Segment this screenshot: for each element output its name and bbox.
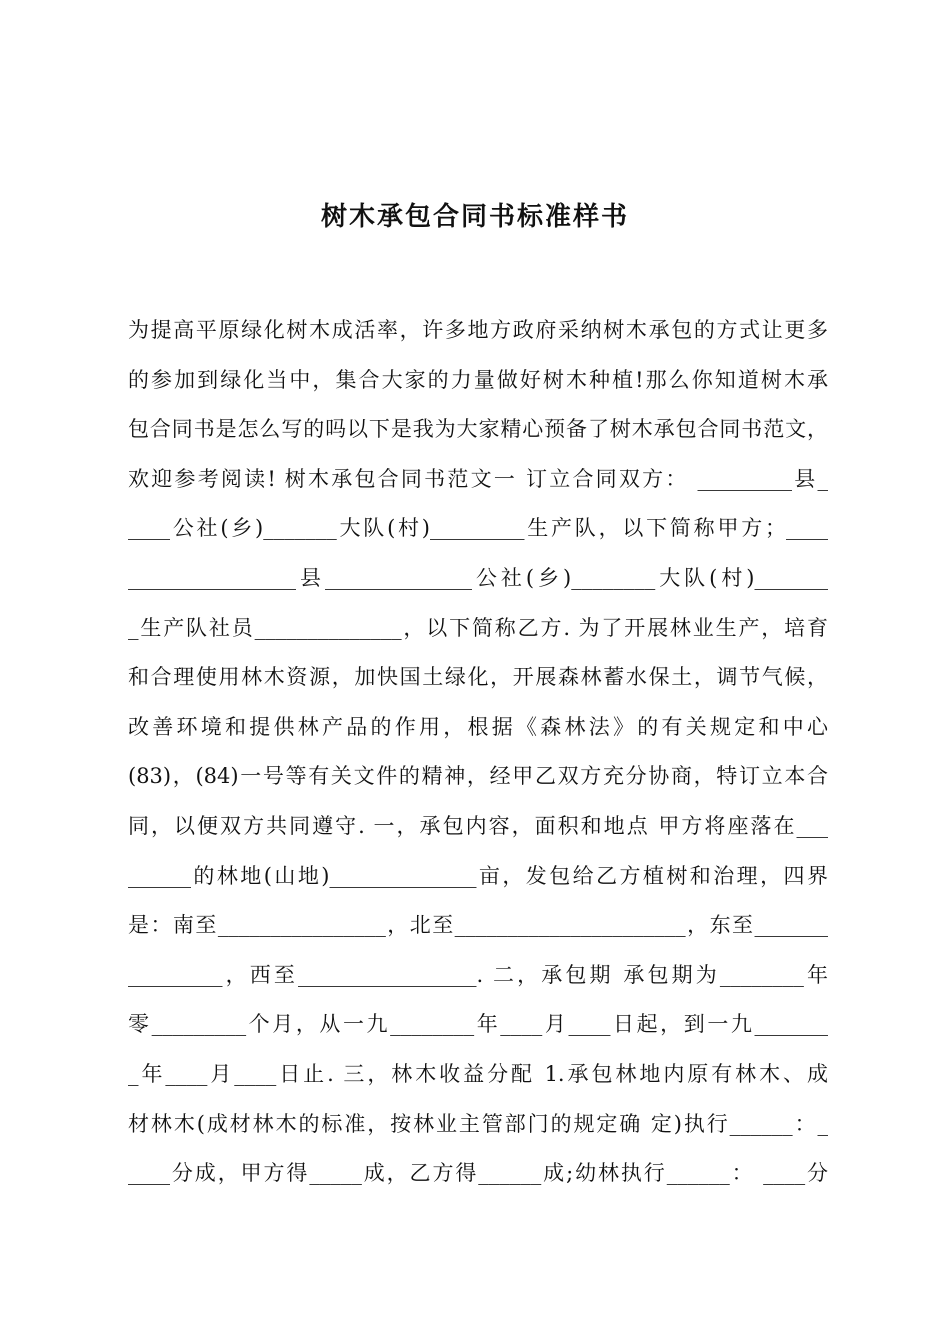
body-line: ____分成，甲方得_____成，乙方得______成;幼林执行______： ____分 bbox=[128, 1161, 828, 1186]
body-line: _________，西至_________________. 二，承包期 承包期为________年 bbox=[128, 962, 828, 987]
body-line: 同，以便双方共同遵守. 一，承包内容，面积和地点 甲方将座落在___ bbox=[128, 813, 828, 838]
body-line: (83)，(84)一号等有关文件的精神，经甲乙双方充分协商，特订立本合 bbox=[128, 764, 828, 789]
body-line: 材林木(成材林木的标准，按林业主管部门的规定确 定)执行______：_ bbox=[128, 1111, 828, 1136]
body-line: ________________县______________公社(乡)________大队(村)_______ bbox=[128, 565, 828, 590]
body-line: _年____月____日止. 三，林木收益分配 1.承包林地内原有林木、成 bbox=[128, 1061, 828, 1086]
body-line: ____公社(乡)_______大队(村)_________生产队，以下简称甲方；____ bbox=[128, 516, 828, 541]
document-title: 树木承包合同书标准样书 bbox=[320, 202, 629, 232]
body-line: 改善环境和提供林产品的作用，根据《森林法》的有关规定和中心 bbox=[128, 714, 828, 739]
body-line: 欢迎参考阅读! 树木承包合同书范文一 订立合同双方： _________县_ bbox=[128, 466, 828, 491]
body-line: 包合同书是怎么写的吗以下是我为大家精心预备了树木承包合同书范文， bbox=[128, 417, 828, 442]
body-line: 为提高平原绿化树木成活率，许多地方政府采纳树木承包的方式让更多 bbox=[128, 318, 828, 342]
body-line: 和合理使用林木资源，加快国土绿化，开展森林蓄水保土，调节气候， bbox=[128, 665, 828, 690]
body-line: 是：南至________________，北至______________________，东至_______ bbox=[128, 913, 828, 938]
body-line: 的参加到绿化当中，集合大家的力量做好树木种植!那么你知道树木承 bbox=[128, 367, 828, 392]
contract-body bbox=[128, 306, 828, 1199]
body-line: _生产队社员______________，以下简称乙方. 为了开展林业生产，培育 bbox=[128, 615, 828, 640]
body-line: ______的林地(山地)______________亩，发包给乙方植树和治理，四界 bbox=[128, 863, 828, 888]
body-line: 零_________个月，从一九________年____月____日起，到一九_______ bbox=[128, 1012, 828, 1037]
